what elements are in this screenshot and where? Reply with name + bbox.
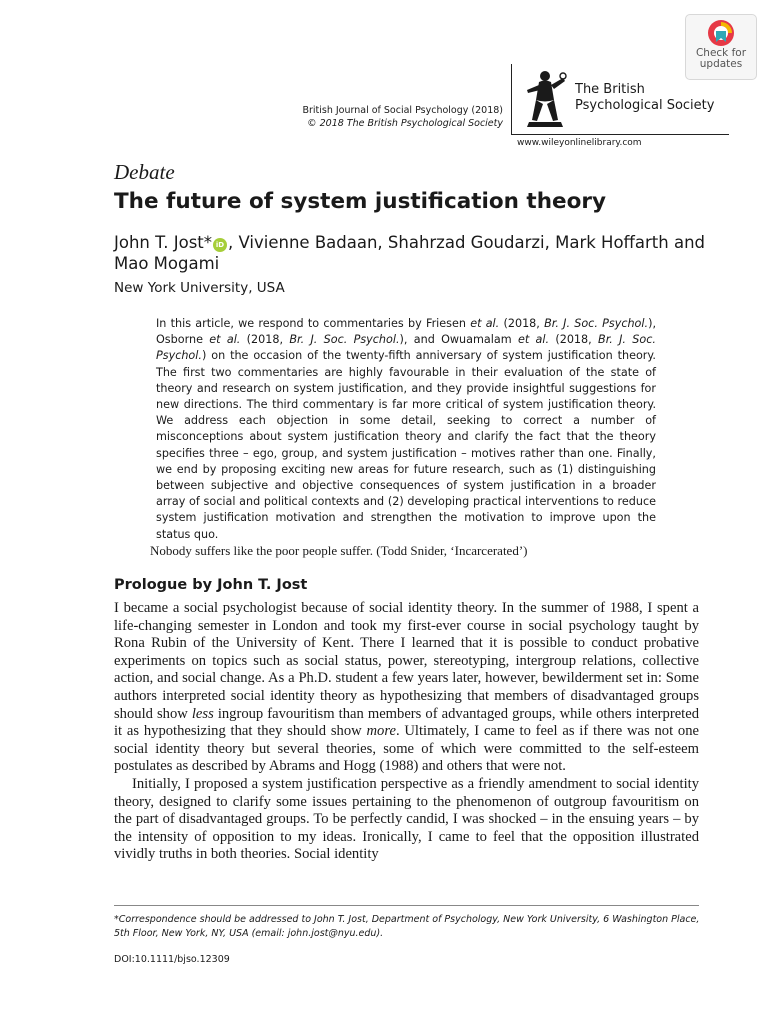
prologue-paragraph-2: Initially, I proposed a system justification perspective as a friendly amendment to social identity theory, designed to clarify some issues pertaining to the phenomenon of outgroup favouritism on the part of disadvantaged groups. To be perfectly candid, I was shocked – in the ensuing years – by the intensity of opposition to my ideas. Ironically, I came to feel that the opposition illustrated vividly truths in both theories. Social identity [114, 775, 699, 863]
badge-label-1: Check for [695, 47, 747, 59]
check-for-updates-badge[interactable] [685, 14, 757, 80]
corresponding-author: John T. Jost* [114, 233, 213, 252]
article-title: The future of system justification theory [114, 189, 606, 214]
prologue-heading: Prologue by John T. Jost [114, 577, 308, 593]
article-section: Debate [114, 160, 175, 184]
epigraph: Nobody suffers like the poor people suffer. (Todd Snider, ‘Incarcerated’) [150, 543, 528, 558]
abstract: In this article, we respond to commentaries by Friesen et al. (2018, Br. J. Soc. Psychol.), Osborne et al. (2018, Br. J. Soc. Psychol.), and Owuamalam et al. (2018, Br. J. Soc. Psychol.) on the occasion of the twenty-fifth anniversary of system justification theory. The first two commentaries are highly favourable in their evaluation of the state of theory and research on system justification, and they provide insightful suggestions for new directions. The third commentary is far more critical of system justification theory. We address each objection in some detail, seeking to correct a number of misconceptions about system justification theory and clarify the fact that the theory specifies three – ego, group, and system justification – motives rather than one. Finally, we end by proposing exciting new areas for future research, such as (1) distinguishing between subjective and objective consequences of system justification in a broader array of social and political contexts and (2) developing practical interventions to reduce system justification motivation and strengthen the motivation to improve upon the status quo. [156, 317, 656, 541]
footnote-rule [114, 905, 699, 906]
journal-copyright: © 2018 The British Psychological Society [307, 118, 503, 129]
co-authors: , Vivienne Badaan, Shahrzad Goudarzi, Mark Hoffarth and Mao Mogami [114, 233, 706, 273]
affiliation: New York University, USA [114, 280, 285, 296]
prologue-body [114, 600, 699, 864]
society-logo-icon [519, 66, 571, 130]
header-horizontal-rule [511, 134, 729, 135]
society-name-line1: The British [575, 82, 645, 97]
doi: DOI:10.1111/bjso.12309 [114, 954, 230, 965]
author-list [114, 232, 714, 274]
society-name-line2: Psychological Society [575, 98, 715, 113]
orcid-icon[interactable]: iD [213, 238, 227, 252]
society-name [575, 82, 714, 114]
badge-label-2: updates [699, 58, 743, 70]
prologue-paragraph-1: I became a social psychologist because of social identity theory. In the summer of 1988, I spent a life-changing semester in London and took my first-ever course in social psychology taught by Rona Rubin of the University of Kent. There I learned that it is possible to conduct probative experiments on topics such as social status, power, stereotyping, intergroup relations, collective action, and social change. As a Ph.D. student a few years later, however, bewilderment set in: Some authors interpreted social identity theory as hypothesizing that members of disadvantaged groups should show less ingroup favouritism than members of advantaged groups, while others interpreted it as hypothesizing that they should show more. Ultimately, I came to feel as if there was not one social identity theory but several theories, some of which were committed to the self-esteem postulates as described by Abrams and Hogg (1988) and others that were not. [114, 600, 700, 775]
check-updates-icon [706, 18, 736, 48]
header-vertical-rule [511, 64, 512, 134]
journal-name: British Journal of Social Psychology (2018) [302, 105, 503, 116]
journal-header [230, 104, 503, 130]
journal-url-link[interactable]: www.wileyonlinelibrary.com [517, 138, 642, 148]
correspondence-footnote: *Correspondence should be addressed to John T. Jost, Department of Psychology, New York University, 6 Washington Place, 5th Floor, New York, NY, USA (email: john.jost@nyu.edu). [114, 914, 700, 939]
